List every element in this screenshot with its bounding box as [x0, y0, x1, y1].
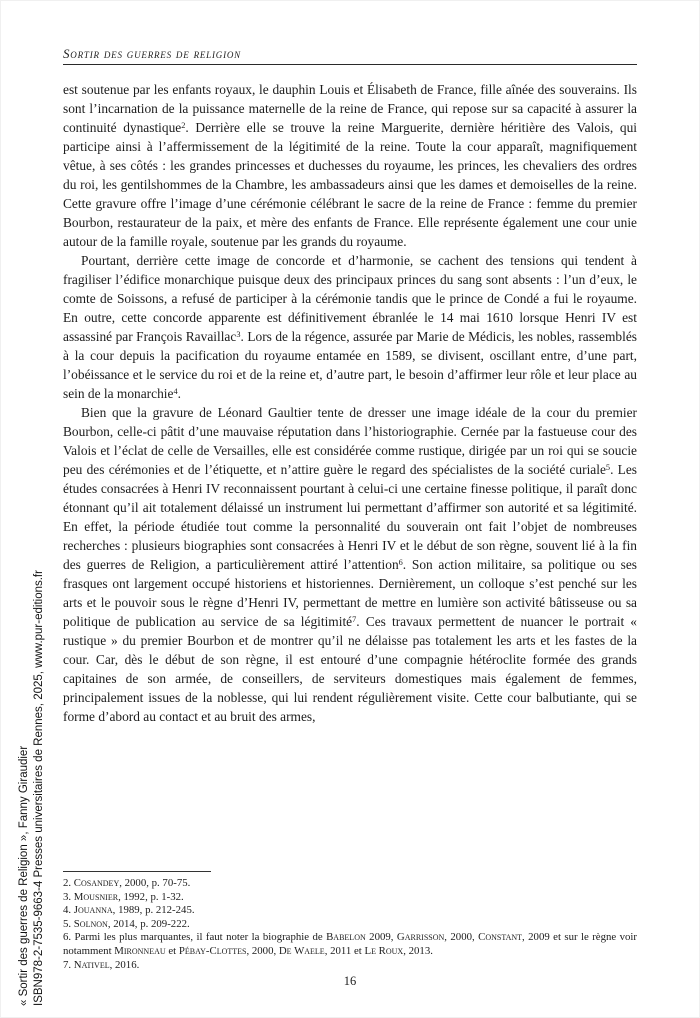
footnote-item: 5. Solnon, 2014, p. 209-222. [63, 917, 190, 930]
body-text [63, 80, 637, 726]
spine-isbn-publisher: ISBN978-2-7535-9663-4 Presses universitaires de Rennes, 2025, www.pur-editions.fr [33, 570, 45, 1006]
running-header-title: Sortir des guerres de religion [63, 46, 241, 61]
footnote-item: 2. Cosandey, 2000, p. 70-75. [63, 877, 191, 889]
footnote-item: 6. Parmi les plus marquantes, il faut noter la biographie de Babelon 2009, Garrisson, 2000, Constant, 2009 et sur le règne voir notamment Mironneau et Pébay-Clottes, 2000, De Waele, 2011 et Le Roux, 2013. [63, 931, 637, 957]
footnote-ref: 6 [398, 558, 403, 568]
footnote-ref: 4 [173, 387, 178, 397]
author-name-smallcaps: Pébay-Clottes [178, 944, 247, 957]
footnote-ref: 3 [236, 330, 241, 340]
body-paragraph: est soutenue par les enfants royaux, le dauphin Louis et Élisabeth de France, fille aînée des souverains. Ils sont l’incarnation de la puissance maternelle de la reine de France, qui repose sur sa capacité à assurer la continuité dynastique$^2$. Derrière elle se trouve la reine Marguerite, dernière héritière des Valois, qui participe ainsi à l’affermissement de la légitimité de la reine. Toute la cour apparaît, magnifiquement vêtue, à ses côtés : les grandes princesses et duchesses du royaume, les princes, les chevaliers des ordres du roi, les gentilshommes de la Chambre, les ambassadeurs ainsi que les dames et demoiselles de la reine. Cette gravure offre l’image d’une cérémonie célébrant le sacre de la reine de France : femme du premier Bourbon, restaurateur de la paix, et mère des enfants de France. Elle représente également une cour unie autour de la famille royale, soutenue par les grands du royaume. [63, 82, 637, 249]
author-name-smallcaps: Solnon [73, 917, 108, 930]
author-name-smallcaps: Babelon [326, 931, 366, 944]
footnote-ref: 2 [181, 121, 186, 131]
body-paragraph: Bien que la gravure de Léonard Gaultier tente de dresser une image idéale de la cour du premier Bourbon, celle-ci pâtit d’une mauvaise réputation dans l’historiographie. Cernée par la fastueuse cour des Valois et l’éclat de celle de Versailles, elle est considérée comme rustique, dirigée par un roi qui se soucie peu des cérémonies et de l’étiquette, et n’attire guère le regard des spécialistes de la société curiale$^5$. Les études consacrées à Henri IV reconnaissent pourtant à celui-ci une certaine finesse politique, il paraît donc étonnant qu’il ait totalement délaissé un instrument lui permettant d’affirmer son autorité et sa légitimité. En effet, la période étudiée tout comme la personnalité du souverain ont fait l’objet de nombreuses recherches : plusieurs biographies sont consacrées à Henri IV et le début de son règne, souvent lié à la fin des guerres de Religion, a particulièrement attiré l’attention$^6$. Son action militaire, sa politique ou ses frasques ont largement occupé historiens et historiennes. Dernièrement, un colloque s’est penché sur les arts et le pouvoir sous le règne d’Henri IV, permettant de mettre en lumière son activité bâtisseuse ou sa politique de publication au service de sa légitimité$^7$. Ces travaux permettent de nuancer le portrait « rustique » du premier Bourbon et de montrer qu’il ne délaisse pas totalement les arts et les fastes de la cour. Car, dès le début de son règne, il est entouré d’une compagnie hétéroclite formée des grands capitaines de son armée, de conseillers, de serviteurs domestiques mais également de femmes, principalement issues de la noblesse, qui lui rendent régulièrement visite. Cette cour balbutiante, qui se forme d’abord au contact et au bruit des armes, [63, 405, 638, 724]
author-name-smallcaps: Mousnier [73, 890, 119, 903]
author-name-smallcaps: Constant [478, 931, 523, 944]
page-number: 16 [343, 974, 357, 988]
footnote-item: 4. Jouanna, 1989, p. 212-245. [63, 904, 195, 917]
footnote-list [63, 877, 637, 972]
footnote-ref: 7 [352, 615, 357, 625]
footnote-divider [63, 871, 211, 872]
spine-text [17, 570, 47, 1006]
author-name-smallcaps: Cosandey [73, 877, 120, 889]
author-name-smallcaps: De Waele [278, 944, 325, 957]
footnote-ref: 5 [605, 463, 611, 473]
body-paragraph: Pourtant, derrière cette image de concorde et d’harmonie, se cachent des tensions qui tendent à fragiliser l’édifice monarchique puisque deux des principaux princes du sang sont absents : l’un d’eux, le comte de Soissons, a refusé de participer à la cérémonie tandis que le prince de Condé a fui le royaume. En outre, cette concorde apparente est définitivement ébranlée le 14 mai 1610 lorsque Henri IV est assassiné par François Ravaillac$^3$. Lors de la régence, assurée par Marie de Médicis, les nobles, rassemblés à la cour depuis la pacification du royaume entamée en 1589, se divisent, oscillant entre, d’une part, l’obéissance et le service du roi et de la reine et, d’autre part, le besoin d’affirmer leur rôle et leur place au sein de la monarchie$^4$. [63, 253, 637, 401]
author-name-smallcaps: Jouanna [73, 904, 113, 917]
spine-title-author: « Sortir des guerres de Religion », Fanny Giraudier [18, 745, 30, 1006]
footnotes-section [63, 871, 637, 972]
author-name-smallcaps: Nativel [73, 958, 110, 971]
footnote-item: 7. Nativel, 2016. [63, 958, 140, 971]
author-name-smallcaps: Garrisson [396, 931, 445, 944]
author-name-smallcaps: Mironneau [114, 944, 166, 957]
header-rule [63, 64, 637, 65]
footnote-item: 3. Mousnier, 1992, p. 1-32. [63, 890, 184, 903]
author-name-smallcaps: Le Roux [364, 944, 404, 957]
